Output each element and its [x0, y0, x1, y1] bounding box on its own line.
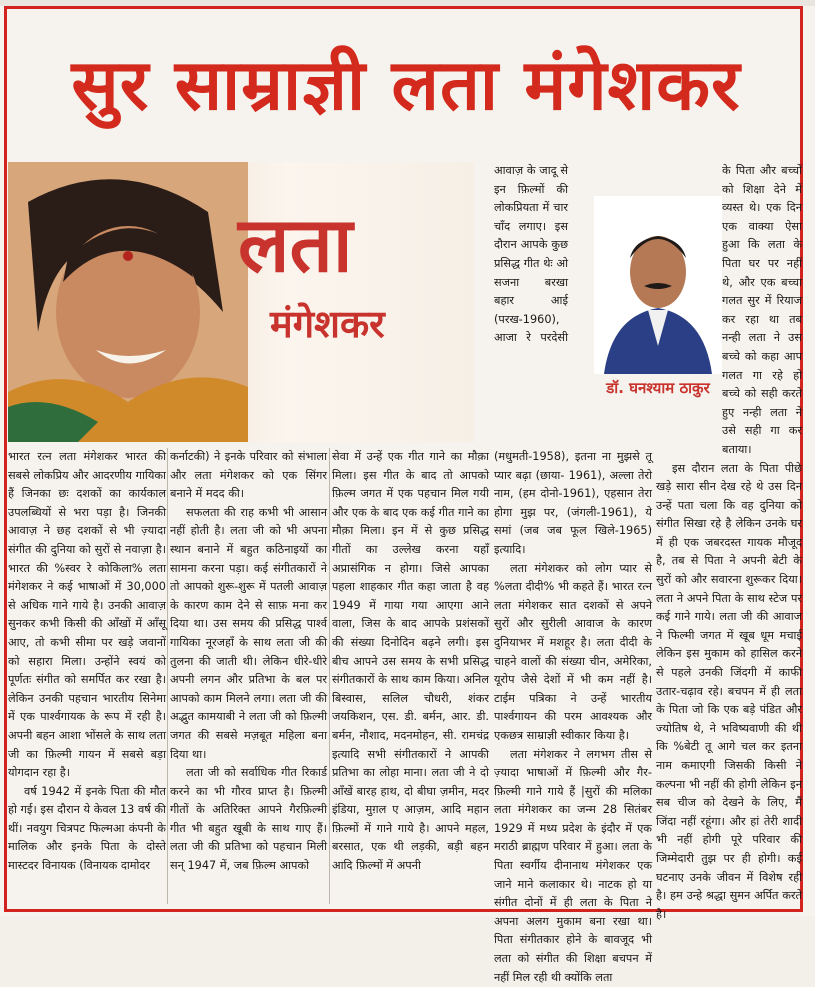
paragraph: सेवा में उन्हें एक गीत गाने का मौक़ा मिला। इस गीत के बाद तो आपको फ़िल्म जगत में एक पहचान मिल गयी और एक के बाद एक कई गीत गाने का मौक़ा मिला। इन में से कुछ प्रसिद्ध गीतों का उल्लेख करना यहाँ अप्रासंगिक न होगा। जिसे आपका पहला शाहकार गीत कहा जाता है वह 1949 में गाया गया आएगा आने वाला, जिस के बाद आपके प्रशंसकों की संख्या दिनोदिन बढ़ने लगी। इस बीच आपने उस समय के सभी प्रसिद्ध संगीतकारों के साथ काम किया। अनिल बिस्वास, सलिल चौधरी, शंकर जयकिशन, एस. डी. बर्मन, आर. डी. बर्मन, नौशाद, मदनमोहन, सी. रामचंद्र इत्यादि सभी संगीतकारों ने आपकी प्रतिभा का लोहा माना। लता जी ने दो आँखें बारह हाथ, दो बीघा ज़मीन, मदर इंडिया, मुग़ल ए आज़म, आदि महान फ़िल्मों में गाने गाये है। आपने महल, बरसात, एक थी लड़की, बड़ी बहन आदि फ़िल्मों में अपनी: [332, 448, 489, 876]
feature-photo: [8, 162, 474, 442]
article-column-1: [8, 448, 166, 904]
paragraph: वर्ष 1942 में इनके पिता की मौत हो गई। इस दौरान ये केवल 13 वर्ष की थीं। नवयुग चित्रपट फिल्मआ कंपनी के मालिक और इनके पिता के दोस्ते मास्टदर विनायक (विनायक दामोदर: [8, 783, 166, 876]
paragraph: के पिता और बच्चों को शिक्षा देने में व्यस्त थे। एक दिन एक वाक्या ऐसा हुआ कि लता के पिता घर पर नहीं थे, और एक बच्चा गलत सुर में रियाज कर रहा था तब नन्ही लता ने उस बच्चे को कहा आप गलत गा रहे हो बच्चे को सही करते हुए नन्ही लता ने उसे सही गा कर बताया।: [656, 162, 802, 460]
column-rule: [167, 448, 168, 904]
photo-title-line2: मंगेशकर: [270, 300, 385, 348]
paragraph: कर्नाटकी) ने इनके परिवार को संभाला और लता मंगेशकर को एक सिंगर बनाने में मदद की।: [170, 448, 327, 504]
column-rule: [329, 448, 330, 904]
paragraph: आवाज़ के जादू से इन फ़िल्मों की लोकप्रियता में चार चाँद लगाए। इस दौरान आपके कुछ प्रसिद्ध गीत थेः ओ सजना बरखा बहार आई (परख-1960), आजा रे परदेसी (मधुमती-1958), इतना ना मुझसे तू प्यार बढ़ा (छाया- 1961), अल्ला तेरो नाम, (हम दोनो-1961), एहसान तेरा होगा मुझ पर, (जंगली-1961), ये समां (जब जब फूल खिले-1965) इत्यादि।: [494, 162, 652, 560]
portrait-illustration: [8, 162, 248, 442]
paragraph: इस दौरान लता के पिता पीछे खड़े सारा सीन देख रहे थे उस दिन उन्हें पता चला कि वह दुनिया को संगीत सिखा रहे है लेकिन उनके घर में ही एक जबरदस्त गायक मौजूद है, तब से पिता ने अपनी बेटी के सुरों को और सवारना शुरूकर दिया। लता ने अपने पिता के साथ स्टेज पर कई गाने गाये। लता जी की आवाज ने फिल्मी जगत में खूब धूम मचाई लेकिन इस मुकाम को हासिल करने से पहले उनकी जिंदगी में काफी उतार-चढ़ाव रहे। बचपन में ही लता के पिता जो कि एक बड़े पंडित और ज्योतिष थे, ने भविष्यवाणी की थी कि %बेटी तू आगे चल कर इतना नाम कमाएगी जिसकी किसी ने कल्पना भी नहीं की होगी लेकिन इन सब चीज को देखने के लिए, मैं जिंदा नहीं रहूंगा। और हां तेरी शादी भी नहीं होगी पूरे परिवार की जिम्मेदारी तुझ पर ही होगी। कई घटनाए उनके जीवन में विशेष रही है। हम उन्हे श्रद्धा सुमन अर्पित करते है।: [656, 460, 802, 925]
paragraph: लता जी को सर्वाधिक गीत रिकार्ड करने का भी गौरव प्राप्त है। फ़िल्मी गीतों के अतिरिक्त आपने गैरफ़िल्मी गीत भी बहुत खूबी के साथ गाए हैं। लता जी की प्रतिभा को पहचान मिली सन् 1947 में, जब फ़िल्म आपको: [170, 764, 327, 876]
paragraph: सफलता की राह कभी भी आसान नहीं होती है। लता जी को भी अपना स्थान बनाने में बहुत कठिनाइयों का सामना करना पड़ा। कई संगीतकारों ने तो आपको शुरू-शुरू में पतली आवाज़ के कारण काम देने से साफ़ मना कर दिया था। उस समय की प्रसिद्ध पार्श्व गायिका नूरजहाँ के साथ लता जी की तुलना की जाती थी। लेकिन धीरे-धीरे अपनी लगन और प्रतिभा के बल पर आपको काम मिलने लगा। लता जी की अद्भुत कामयाबी ने लता जी को फ़िल्मी जगत की सबसे मज़बूत महिला बना दिया था।: [170, 504, 327, 764]
author-caption: डॉ. घनश्याम ठाकुर: [594, 378, 722, 398]
article-column-2: [170, 448, 327, 904]
article-column-3: [332, 448, 489, 904]
paragraph: भारत रत्न लता मंगेशकर भारत की सबसे लोकप्रिय और आदरणीय गायिका हैं जिनका छः दशकों का कार्यकाल उपलब्धियों से भरा पड़ा है। जिनकी आवाज़ ने छह दशकों से भी ज़्यादा संगीत की दुनिया को सुरों से नवाज़ा है। भारत की %स्वर रे कोकिला% लता मंगेशकर ने कई भाषाओं में 30,000 से अधिक गाने गाये है। उनकी आवाज़ सुनकर कभी किसी की आँखों में आँसू आए, तो कभी सीमा पर खड़े जवानों को सहारा मिला। उन्होंने स्वयं को पूर्णतः संगीत को समर्पित कर रखा है।लेकिन उनकी पहचान भारतीय सिनेमा में एक पार्श्वगायक के रूप में रही है। अपनी बहन आशा भोंसले के साथ लता जी का फ़िल्मी गायन में सबसे बड़ा योगदान रहा है।: [8, 448, 166, 783]
author-portrait-illustration: [594, 196, 722, 374]
paragraph: लता मंगेशकर ने लगभग तीस से ज़्यादा भाषाओं में फ़िल्मी और गैर-फ़िल्मी गाने गाये हैं |सुरों की मलिका लता मंगेशकर का जन्म 28 सितंबर 1929 में मध्य प्रदेश के इंदौर में एक मराठी ब्राह्मण परिवार में हुआ। लता के पिता स्वर्गीय दीनानाथ मंगेशकर एक जाने माने कलाकार थे। नाटक हो या संगीत दोनों में ही लता के पिता ने अपना अलग मुकाम बना रखा था। पिता संगीतकार होने के बावजूद भी लता को संगीत की शिक्षा बचपन में नहीं मिल रही थी क्योंकि लता: [494, 746, 652, 987]
author-photo: [594, 196, 722, 374]
headline: सुर साम्राज्ञी लता मंगेशकर: [6, 40, 806, 130]
photo-title-line1: लता: [238, 200, 353, 290]
paragraph: लता मंगेशकर को लोग प्यार से %लता दीदी% भी कहते हैं। भारत रत्न लता मंगेशकर सात दशकों से अपने सुरों और सुरीली आवाज के कारण दुनियाभर में मशहूर है। लता दीदी के चाहने वालों की संख्या चीन, अमेरिका, यूरोप जैसे देशों में भी कम नहीं है। टाईम पत्रिका ने उन्हें भारतीय पार्श्वगायन की परम आवश्यक और एकछत्र साम्राज्ञी स्वीकार किया है।: [494, 560, 652, 746]
